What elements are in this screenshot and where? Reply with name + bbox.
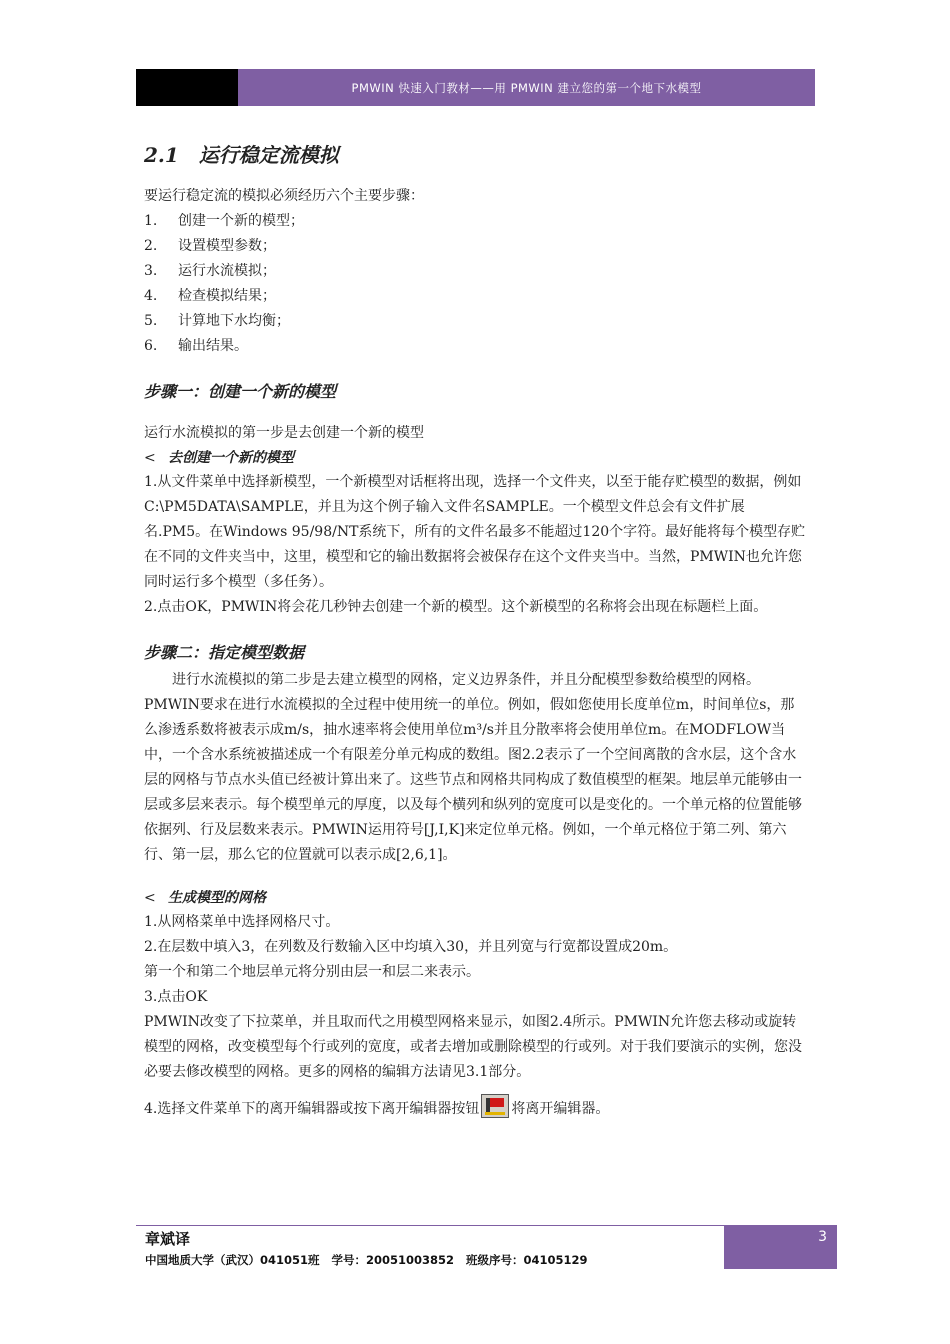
step1-para1: 1.从文件菜单中选择新模型，一个新模型对话框将出现，选择一个文件夹，以至于能存贮模型的数据，例如C:\PM5DATA\SAMPLE，并且为这个例子输入文件名SAMPLE。一个模型文件总会有文件扩展名.PM5。在Windows 95/98/NT系统下，所有的文件名最多不能超过120个字符。最好能将每个模型存贮在不同的文件夹当中，这里，模型和它的输出数据将会被保存在这个文件夹当中。当然，PMWIN也允许您同时运行多个模型（多任务）。 [144, 474, 806, 590]
page-content [144, 138, 808, 1122]
list-item: 6. 输出结果。 [144, 338, 248, 354]
list-item: 3. 运行水流模拟； [144, 263, 276, 279]
step1-subheading [144, 446, 808, 470]
list-item: 4. 检查模拟结果； [144, 288, 276, 304]
page-number: 3 [818, 1229, 827, 1245]
grid-line3: 第一个和第二个地层单元将分别由层一和层二来表示。 [144, 964, 480, 980]
list-item: 1. 创建一个新的模型； [144, 213, 304, 229]
grid-line4: 3.点击OK [144, 989, 208, 1005]
step-list [144, 209, 808, 359]
grid-line1: 1.从网格菜单中选择网格尺寸。 [144, 914, 340, 930]
page-number-box [724, 1225, 837, 1269]
step1-subheading-text: 去创建一个新的模型 [168, 450, 294, 466]
step1-heading: 步骤一：创建一个新的模型 [144, 382, 337, 401]
footer-translator: 章斌译 [145, 1230, 191, 1248]
footer-student-info: 中国地质大学（武汉）041051班 学号：20051003852 班级序号：04105129 [145, 1253, 588, 1267]
step2-para: 进行水流模拟的第二步是去建立模型的网格，定义边界条件，并且分配模型参数给模型的网格。PMWIN要求在进行水流模拟的全过程中使用统一的单位。例如，假如您使用长度单位m，时间单位s，那么渗透系数将被表示成m/s，抽水速率将会使用单位m³/s并且分散率将会使用单位m。在MODFLOW当中，一个含水系统被描述成一个有限差分单元构成的数组。图2.2表示了一个空间离散的含水层，这个含水层的网格与节点水头值已经被计算出来了。这些节点和网格共同构成了数值模型的框架。地层单元能够由一层或多层来表示。每个模型单元的厚度，以及每个横列和纵列的宽度可以是变化的。一个单元格的位置能够依据列、行及层数来表示。PMWIN运用符号[J,I,K]来定位单元格。例如，一个单元格位于第二列、第六行、第一层，那么它的位置就可以表示成[2,6,1]。 [144, 672, 802, 863]
bullet-icon: < [144, 890, 156, 906]
header-bar [238, 69, 815, 106]
grid-line5: 4.选择文件菜单下的离开编辑器或按下离开编辑器按钮 将离开编辑器。 [144, 1094, 808, 1122]
step1-para2: 2.点击OK，PMWIN将会花几秒钟去创建一个新的模型。这个新模型的名称将会出现在标题栏上面。 [144, 599, 768, 615]
section-title-text: 运行稳定流模拟 [198, 143, 339, 167]
grid-subheading [144, 886, 808, 910]
leave-editor-icon [481, 1094, 509, 1118]
step1-intro: 运行水流模拟的第一步是去创建一个新的模型 [144, 425, 424, 441]
section-title [144, 138, 808, 172]
step2-heading: 步骤二：指定模型数据 [144, 643, 305, 662]
list-item: 5. 计算地下水均衡； [144, 313, 290, 329]
header-title: PMWIN 快速入门教材——用 PMWIN 建立您的第一个地下水模型 [351, 80, 702, 95]
list-item: 2. 设置模型参数； [144, 238, 276, 254]
header-black-block [136, 69, 238, 106]
grid-subheading-text: 生成模型的网格 [168, 890, 266, 906]
grid-para: PMWIN改变了下拉菜单，并且取而代之用模型网格来显示，如图2.4所示。PMWIN允许您去移动或旋转模型的网格，改变模型每个行或列的宽度，或者去增加或删除模型的行或列。对于我们要演示的实例，您没必要去修改模型的网格。更多的网格的编辑方法请见3.1部分。 [144, 1014, 802, 1080]
grid-line2: 2.在层数中填入3，在列数及行数输入区中均填入30，并且列宽与行宽都设置成20m。 [144, 939, 678, 955]
bullet-icon: < [144, 450, 156, 466]
section-number: 2.1 [144, 143, 179, 167]
intro-text: 要运行稳定流的模拟必须经历六个主要步骤： [144, 188, 424, 204]
footer-divider [136, 1225, 724, 1226]
